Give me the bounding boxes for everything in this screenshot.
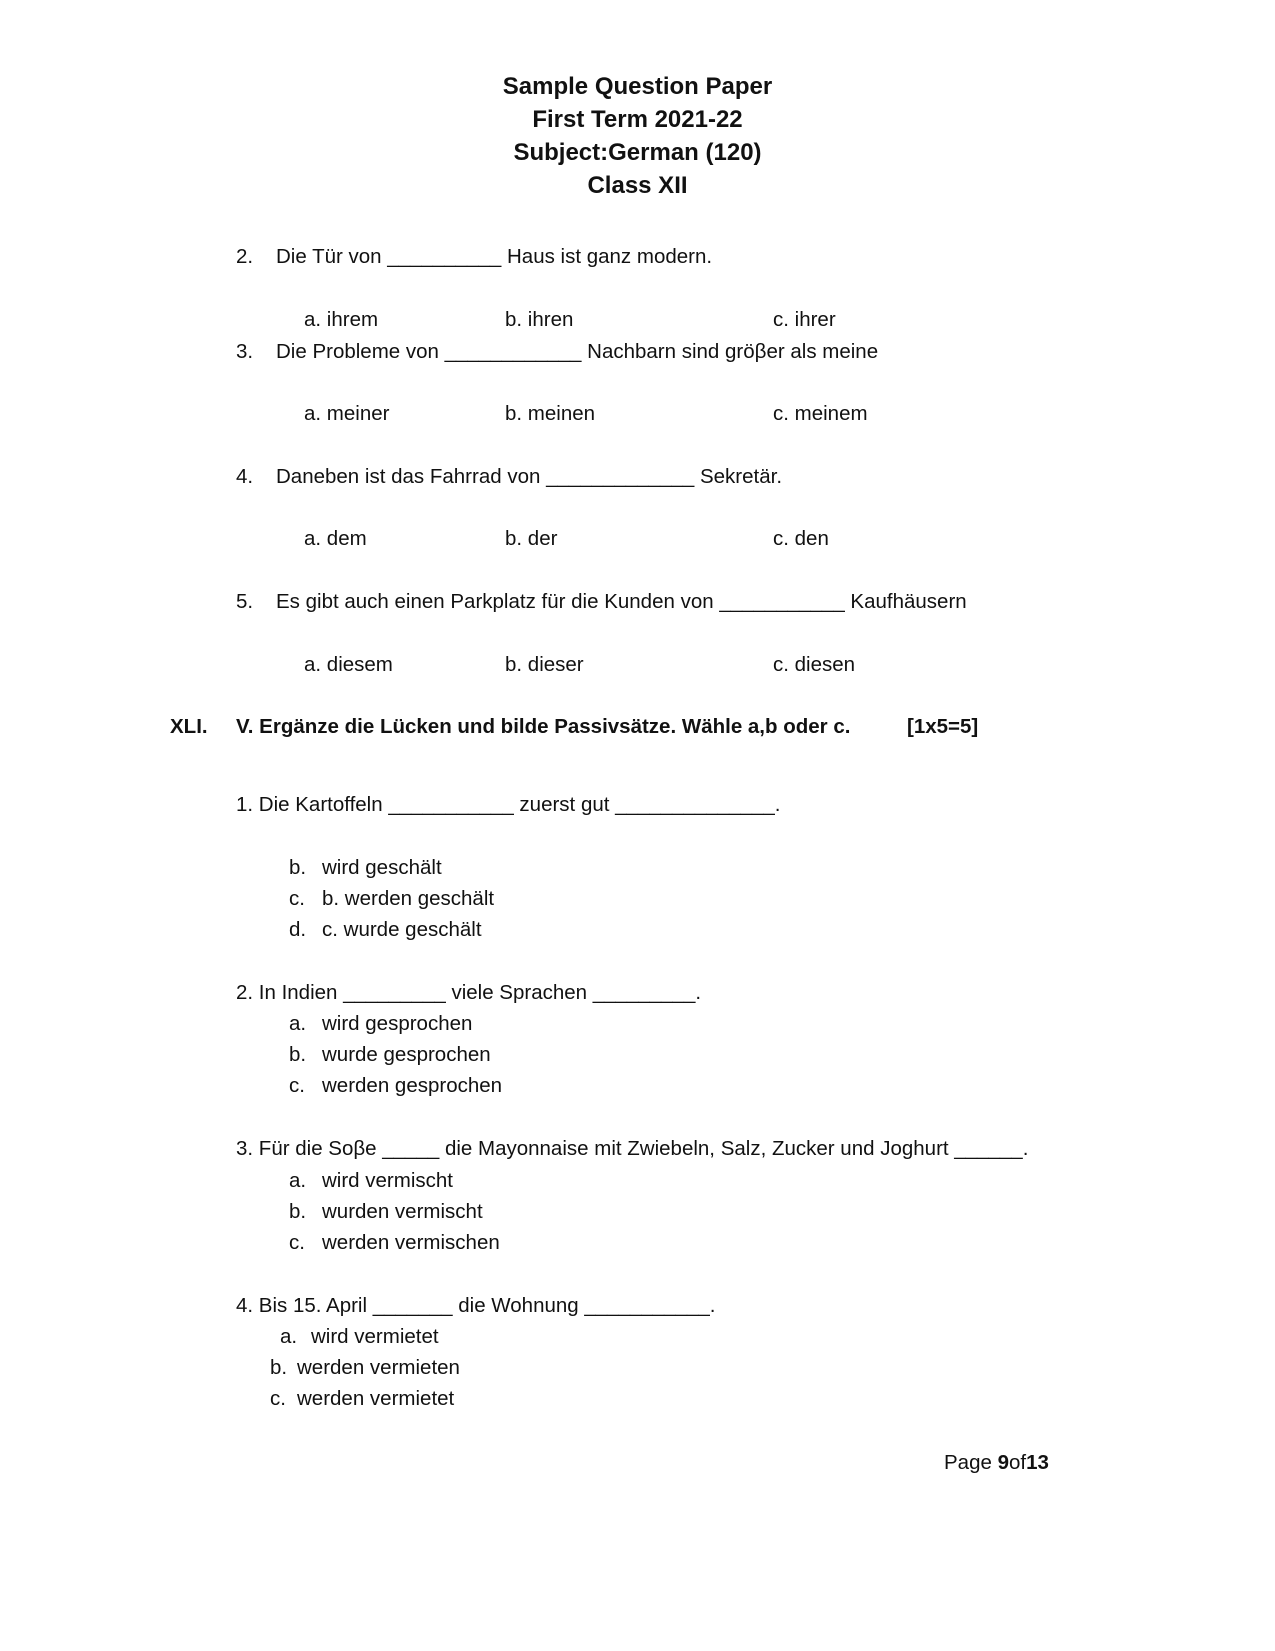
- page-prefix: Page: [944, 1451, 998, 1474]
- option-c: c. ihrer: [773, 308, 836, 331]
- option-b: b. ihren: [505, 308, 574, 331]
- page-total: 13: [1026, 1451, 1049, 1474]
- option-text: werden vermieten: [297, 1356, 460, 1379]
- option-label: b.: [289, 1043, 307, 1066]
- option-a: a. ihrem: [304, 308, 379, 331]
- option-label: b.: [289, 1200, 307, 1223]
- option-text: werden vermischen: [322, 1231, 500, 1254]
- option-text: wird gesprochen: [322, 1012, 473, 1035]
- option-label: b.: [270, 1356, 288, 1379]
- option-text: werden vermietet: [297, 1387, 455, 1410]
- option-label: a.: [289, 1169, 307, 1192]
- section-roman-number: XLI.: [170, 715, 208, 738]
- question-text: Die Probleme von ____________ Nachbarn sind gröβer als meine: [276, 340, 879, 363]
- question-text: 4. Bis 15. April _______ die Wohnung ___________.: [236, 1294, 716, 1317]
- question-number: 3.: [236, 340, 254, 363]
- option-b: b. meinen: [505, 402, 596, 425]
- question-text: Daneben ist das Fahrrad von _____________ Sekretär.: [276, 465, 783, 488]
- question-text: Die Tür von __________ Haus ist ganz modern.: [276, 245, 713, 268]
- option-text: wird vermietet: [311, 1325, 439, 1348]
- option-b: b. dieser: [505, 653, 584, 676]
- question-text: 3. Für die Soβe _____ die Mayonnaise mit Zwiebeln, Salz, Zucker und Joghurt ______.: [236, 1137, 1029, 1160]
- question-text: 2. In Indien _________ viele Sprachen _________.: [236, 981, 702, 1004]
- page-number: [944, 1451, 1049, 1475]
- question-text: Es gibt auch einen Parkplatz für die Kunden von ___________ Kaufhäusern: [276, 590, 967, 613]
- option-text: wird geschält: [322, 856, 442, 879]
- question-number: 2.: [236, 245, 254, 268]
- option-c: c. diesen: [773, 653, 856, 676]
- question-number: 5.: [236, 590, 254, 613]
- option-text: b. werden geschält: [322, 887, 495, 910]
- option-label: c.: [270, 1387, 286, 1410]
- option-label: c.: [289, 1074, 305, 1097]
- option-label: c.: [289, 887, 305, 910]
- option-text: wird vermischt: [322, 1169, 453, 1192]
- option-text: wurden vermischt: [322, 1200, 483, 1223]
- paper-header: [0, 70, 1275, 202]
- paper-title: Sample Question Paper: [502, 73, 773, 100]
- page-of: of: [1008, 1451, 1027, 1474]
- option-text: wurde gesprochen: [322, 1043, 491, 1066]
- question-number: 4.: [236, 465, 254, 488]
- paper-class: Class XII: [587, 172, 688, 199]
- option-label: a.: [289, 1012, 307, 1035]
- option-text: werden gesprochen: [322, 1074, 503, 1097]
- option-c: c. meinem: [773, 402, 868, 425]
- section-marks: [1x5=5]: [907, 715, 979, 738]
- option-label: c.: [289, 1231, 305, 1254]
- option-c: c. den: [773, 527, 829, 550]
- paper-subject: Subject:German (120): [513, 139, 762, 166]
- option-b: b. der: [505, 527, 558, 550]
- option-a: a. dem: [304, 527, 367, 550]
- paper-term: First Term 2021-22: [532, 106, 743, 133]
- option-a: a. diesem: [304, 653, 393, 676]
- option-label: a.: [280, 1325, 298, 1348]
- page-current: 9: [997, 1451, 1009, 1474]
- option-label: b.: [289, 856, 307, 879]
- option-label: d.: [289, 918, 307, 941]
- section-title: V. Ergänze die Lücken und bilde Passivsätze. Wähle a,b oder c.: [236, 715, 851, 738]
- option-text: c. wurde geschält: [322, 918, 482, 941]
- question-text: 1. Die Kartoffeln ___________ zuerst gut ______________.: [236, 793, 781, 816]
- option-a: a. meiner: [304, 402, 390, 425]
